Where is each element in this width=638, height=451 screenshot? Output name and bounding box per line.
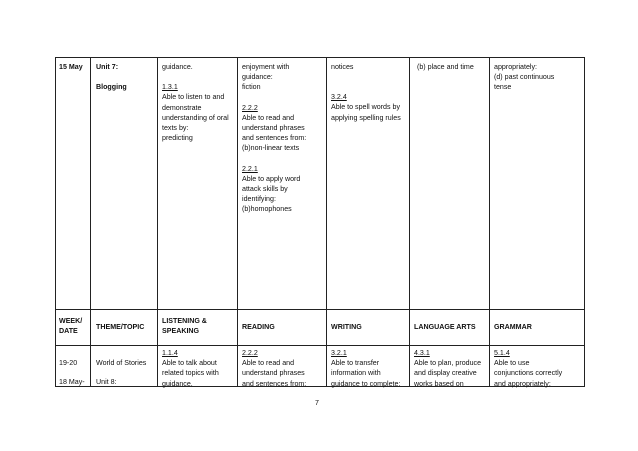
row1-reading-code-1: 2.2.2 — [242, 103, 258, 112]
row2-la-line: works based on — [414, 379, 464, 388]
col-border-5 — [409, 57, 410, 387]
row1-reading-cell — [242, 62, 324, 215]
row1-reading-line: (b)non-linear texts — [242, 144, 300, 153]
row2-la-line: Able to plan, produce — [414, 359, 482, 368]
header-language-arts: LANGUAGE ARTS — [414, 323, 476, 331]
col-border-6 — [489, 57, 490, 387]
row2-ls-line: related topics with — [162, 369, 219, 378]
row2-la-code: 4.3.1 — [414, 349, 430, 357]
row2-reading-code: 2.2.2 — [242, 349, 258, 357]
col-border-4 — [326, 57, 327, 387]
row2-theme-2: Unit 8: — [96, 378, 117, 386]
row1-ls-line: texts by: — [162, 124, 189, 133]
row1-writing-line: Able to spell words by — [331, 103, 401, 112]
row1-reading-line: identifying: — [242, 195, 276, 204]
row2-reading-line: Able to read and — [242, 359, 295, 368]
row2-grammar-line: Able to use — [494, 359, 530, 368]
row1-reading-line: Able to read and — [242, 113, 295, 122]
row2-grammar-line: conjunctions correctly — [494, 369, 563, 378]
row1-writing-code: 3.2.4 — [331, 93, 347, 102]
header-ls-line: LISTENING & — [162, 317, 207, 325]
header-listening-speaking — [162, 316, 207, 336]
row2-week-1: 19-20 — [59, 359, 78, 367]
row1-la-continue: (b) place and time — [417, 63, 474, 71]
header-grammar: GRAMMAR — [494, 323, 532, 331]
row2-la-line: and display creative — [414, 369, 477, 378]
row1-reading-code-2: 2.2.1 — [242, 164, 258, 173]
header-writing: WRITING — [331, 323, 362, 331]
row2-ls-code: 1.1.4 — [162, 349, 178, 357]
header-theme: THEME/TOPIC — [96, 323, 145, 331]
col-border-3 — [237, 57, 238, 387]
col-border-0 — [55, 57, 56, 387]
row2-writing-line: Able to transfer — [331, 359, 380, 368]
row2-grammar-cell — [494, 348, 582, 389]
header-reading: READING — [242, 323, 275, 331]
header-bottom-border — [55, 345, 584, 346]
header-ls-line: SPEAKING — [162, 327, 200, 336]
col-border-1 — [90, 57, 91, 387]
row1-grammar-continue: appropriately: — [494, 63, 537, 71]
row1-reading-line: understand phrases — [242, 124, 305, 133]
table-top-border — [55, 57, 584, 58]
row2-ls-line: Able to talk about — [162, 359, 217, 368]
row1-ls-line: understanding of oral — [162, 113, 229, 122]
row1-reading-line: and sentences from: — [242, 134, 307, 143]
col-border-7 — [584, 57, 585, 387]
row1-ls-line: predicting — [162, 134, 193, 143]
row1-reading-continue: guidance: — [242, 73, 273, 82]
row2-week-2: 18 May- — [59, 378, 85, 386]
row2-ls-line: guidance. — [162, 379, 193, 388]
row1-grammar-continue: tense — [494, 83, 512, 92]
row1-theme-title: Blogging — [96, 83, 127, 91]
row1-theme-unit: Unit 7: — [96, 63, 119, 71]
header-week — [59, 316, 82, 336]
row2-grammar-line: and appropriately: — [494, 379, 551, 388]
row2-ls-cell — [162, 348, 236, 389]
row1-writing-cell — [331, 62, 408, 123]
row1-week: 15 May — [59, 63, 83, 71]
row1-ls-cell — [162, 62, 236, 143]
row1-grammar-continue: (d) past continuous — [494, 73, 555, 82]
row1-reading-continue: enjoyment with — [242, 63, 290, 71]
row1-ls-line: Able to listen to and — [162, 93, 225, 102]
row1-ls-line: demonstrate — [162, 103, 202, 112]
row1-ls-code: 1.3.1 — [162, 83, 178, 92]
row2-reading-line: and sentences from: — [242, 379, 307, 388]
row2-writing-line: information with — [331, 369, 381, 378]
row2-reading-cell — [242, 348, 324, 389]
row2-writing-cell — [331, 348, 408, 389]
row1-reading-line: Able to apply word — [242, 174, 301, 183]
row1-bottom-border — [55, 309, 584, 310]
row2-la-cell — [414, 348, 488, 389]
row1-ls-continue: guidance. — [162, 63, 193, 71]
page-number: 7 — [315, 399, 319, 407]
col-border-2 — [157, 57, 158, 387]
row1-writing-line: applying spelling rules — [331, 113, 401, 122]
header-week-line: WEEK/ — [59, 317, 83, 325]
row1-reading-line: attack skills by — [242, 185, 288, 194]
row2-theme-1: World of Stories — [96, 359, 147, 367]
row2-grammar-code: 5.1.4 — [494, 349, 510, 357]
row1-reading-line: (b)homophones — [242, 205, 292, 214]
row2-writing-code: 3.2.1 — [331, 349, 347, 357]
row1-writing-continue: notices — [331, 63, 354, 71]
row2-reading-line: understand phrases — [242, 369, 305, 378]
header-week-line: DATE — [59, 327, 78, 336]
row1-reading-continue: fiction — [242, 83, 261, 92]
row1-grammar-cell — [494, 62, 582, 93]
row2-writing-line: guidance to complete: — [331, 379, 401, 388]
